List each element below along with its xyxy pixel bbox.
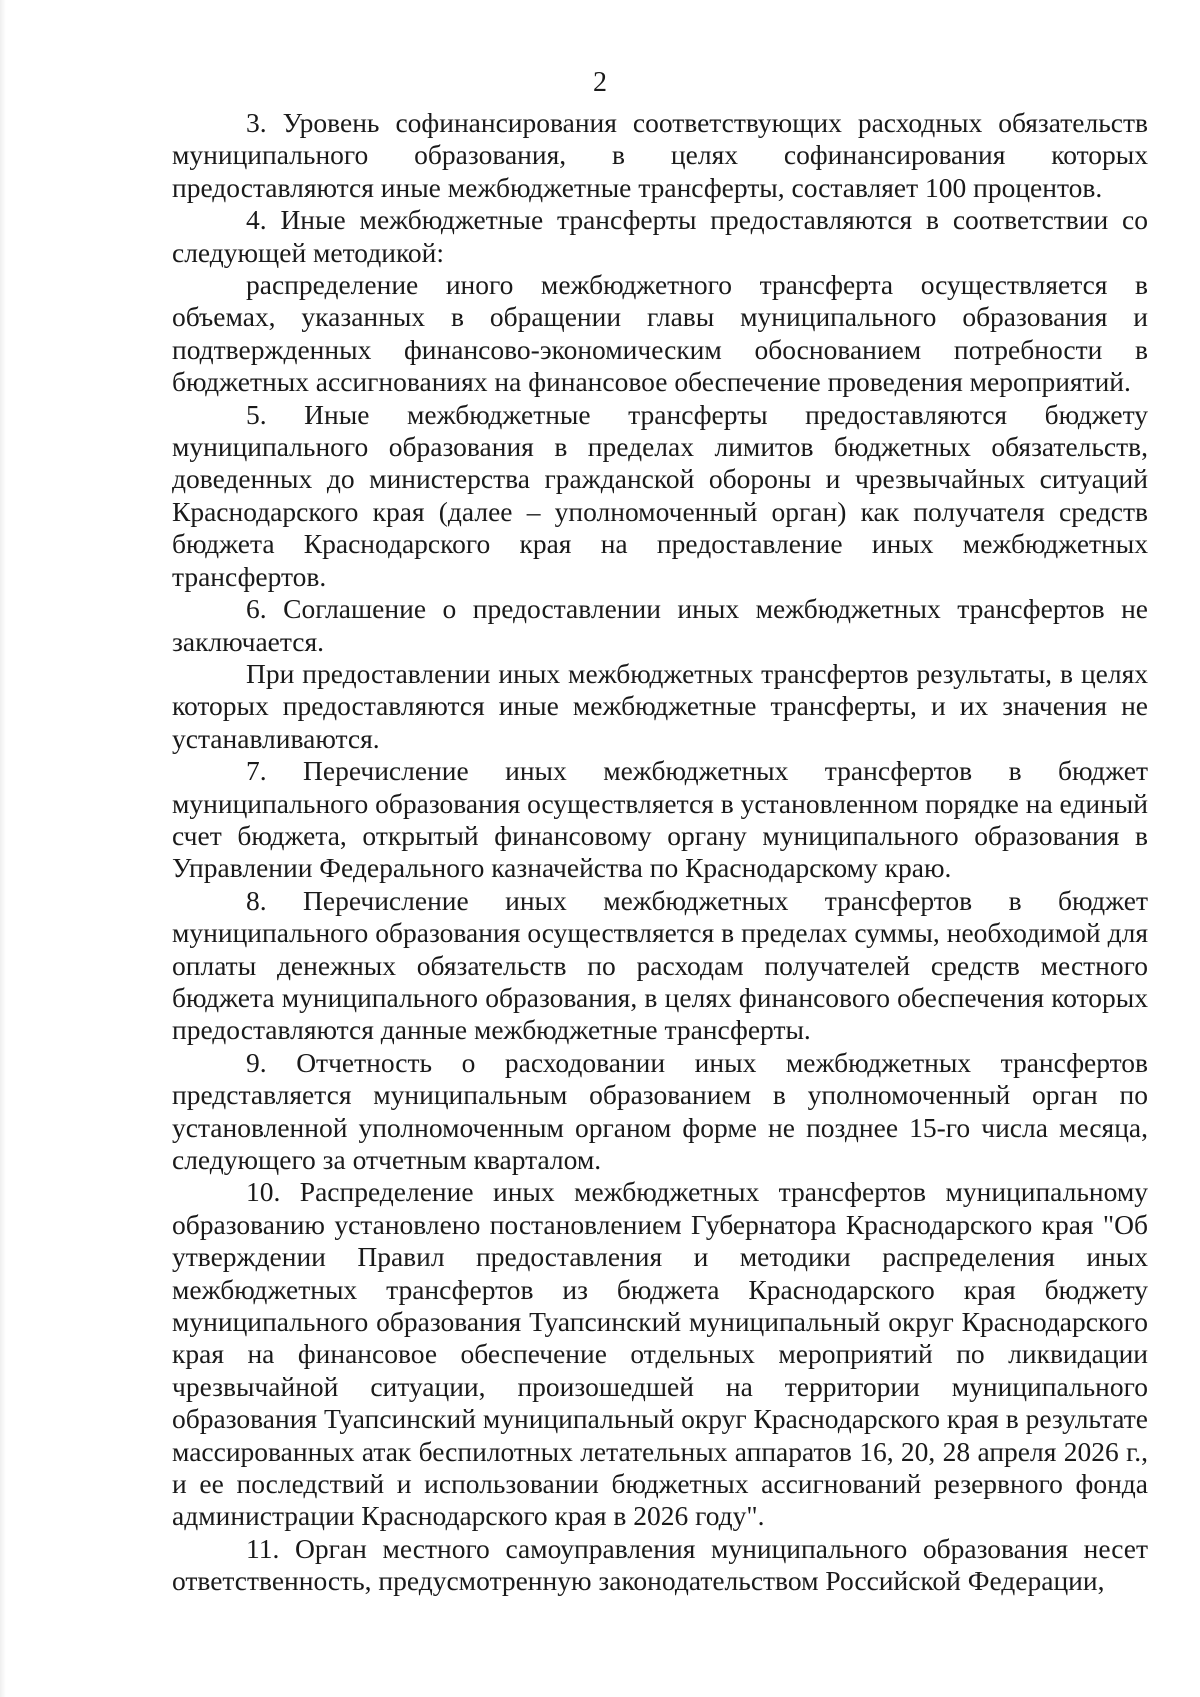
paragraph-5: 5. Иные межбюджетные трансферты предоставляются бюджету муниципального образования в пределах лимитов бюджетных обязательств, доведенных до министерства гражданской обороны и чрезвычайных ситуаций Краснодарского края (далее – уполномоченный орган) как получателя средств бюджета Краснодарского края на предоставление иных межбюджетных трансфертов. (172, 398, 1148, 592)
paragraph-7: 7. Перечисление иных межбюджетных трансфертов в бюджет муниципального образования осуществляется в установленном порядке на единый счет бюджета, открытый финансовому органу муниципального образования в Управлении Федерального казначейства по Краснодарскому краю. (172, 755, 1148, 884)
document-body (172, 107, 1148, 1598)
paragraph-9: 9. Отчетность о расходовании иных межбюджетных трансфертов представляется муниципальным образованием в уполномоченный орган по установленной уполномоченным органом форме не позднее 15-го числа месяца, следующего за отчетным кварталом. (172, 1046, 1148, 1175)
page-number: 2 (593, 67, 607, 98)
paragraph-8: 8. Перечисление иных межбюджетных трансфертов в бюджет муниципального образования осуществляется в пределах суммы, необходимой для оплаты денежных обязательств по расходам получателей средств местного бюджета муниципального образования, в целях финансового обеспечения которых предоставляются данные межбюджетные трансферты. (172, 884, 1148, 1046)
paragraph-4-methodology: распределение иного межбюджетного трансферта осуществляется в объемах, указанных в обращении главы муниципального образования и подтвержденных финансово-экономическим обоснованием потребности в бюджетных ассигнованиях на финансовое обеспечение проведения мероприятий. (172, 269, 1148, 398)
scan-edge (0, 0, 6, 1697)
paragraph-4: 4. Иные межбюджетные трансферты предоставляются в соответствии со следующей методикой: (172, 204, 1148, 268)
paragraph-11: 11. Орган местного самоуправления муниципального образования несет ответственность, предусмотренную законодательством Российской Федерации, (172, 1532, 1148, 1597)
paragraph-3: 3. Уровень софинансирования соответствующих расходных обязательств муниципального образования, в целях софинансирования которых предоставляются иные межбюджетные трансферты, составляет 100 процентов. (172, 107, 1148, 203)
paragraph-10: 10. Распределение иных межбюджетных трансфертов муниципальному образованию установлено постановлением Губернатора Краснодарского края "Об утверждении Правил предоставления и методики распределения иных межбюджетных трансфертов из бюджета Краснодарского края бюджету муниципального образования Туапсинский муниципальный округ Краснодарского края на финансовое обеспечение отдельных мероприятий по ликвидации чрезвычайной ситуации, произошедшей на территории муниципального образования Туапсинский муниципальный округ Краснодарского края в результате массированных атак беспилотных летательных аппаратов 16, 20, 28 апреля 2026 г., и ее последствий и использовании бюджетных ассигнований резервного фонда администрации Краснодарского края в 2026 году". (172, 1176, 1148, 1532)
paragraph-6-results: При предоставлении иных межбюджетных трансфертов результаты, в целях которых предоставляются иные межбюджетные трансферты, и их значения не устанавливаются. (172, 657, 1148, 754)
paragraph-6: 6. Соглашение о предоставлении иных межбюджетных трансфертов не заключается. (172, 593, 1148, 657)
